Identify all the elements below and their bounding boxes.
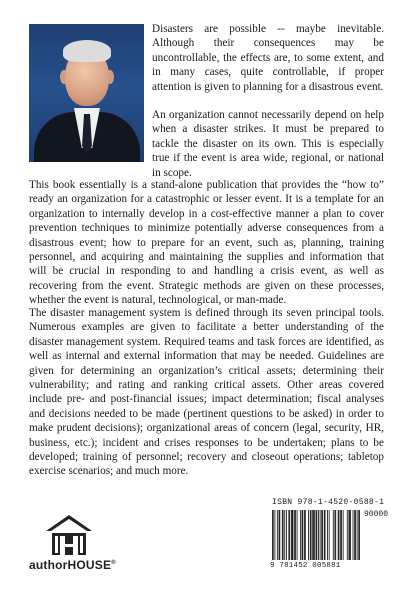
barcode-bar bbox=[324, 510, 325, 560]
barcode-bar bbox=[321, 510, 322, 560]
barcode-bar bbox=[313, 510, 314, 560]
barcode-bar bbox=[322, 510, 323, 560]
barcode-bar bbox=[320, 510, 321, 560]
ean-barcode bbox=[272, 510, 360, 562]
barcode-bar bbox=[308, 510, 309, 560]
barcode-bar bbox=[347, 510, 348, 560]
barcode-bar bbox=[272, 510, 273, 560]
barcode-bar bbox=[325, 510, 326, 560]
barcode-bar bbox=[302, 510, 303, 560]
barcode-bar bbox=[335, 510, 336, 560]
author-hair bbox=[63, 40, 111, 62]
barcode-bar bbox=[300, 510, 301, 560]
barcode-bar bbox=[343, 510, 344, 560]
barcode-bar bbox=[279, 510, 280, 560]
barcode-bar bbox=[357, 510, 358, 560]
barcode-bar bbox=[359, 510, 360, 560]
barcode-bar bbox=[358, 510, 359, 560]
barcode-bar bbox=[292, 510, 293, 560]
barcode-bar bbox=[333, 510, 334, 560]
barcode-bar bbox=[295, 510, 296, 560]
barcode-bar bbox=[283, 510, 284, 560]
registered-mark: ® bbox=[111, 560, 116, 566]
barcode-bar bbox=[273, 510, 274, 560]
barcode-bar bbox=[354, 510, 355, 560]
barcode-bar bbox=[348, 510, 349, 560]
intro-paragraph: Disasters are possible -- maybe inevitable. Although their consequences may be uncontrollable, the effects are, to some extent, and in many cases, quite controllable, if proper attention is given to planning for a disastrous event. bbox=[152, 23, 384, 93]
ean-digits: 9 781452 005881 bbox=[270, 562, 341, 570]
barcode-bar bbox=[310, 510, 311, 560]
barcode-bar bbox=[293, 510, 294, 560]
barcode-bar bbox=[291, 510, 292, 560]
barcode-bar bbox=[311, 510, 312, 560]
barcode-bar bbox=[284, 510, 285, 560]
barcode-bar bbox=[318, 510, 319, 560]
barcode-bar bbox=[312, 510, 313, 560]
barcode-bar bbox=[314, 510, 315, 560]
publisher-name: authorHOUSE bbox=[29, 558, 112, 572]
barcode-bar bbox=[305, 510, 306, 560]
isbn-label: ISBN 978-1-4520-0588-1 bbox=[272, 498, 385, 507]
barcode-bar bbox=[297, 510, 298, 560]
price-code: 90000 bbox=[364, 510, 389, 519]
barcode-bar bbox=[274, 510, 275, 560]
author-photo bbox=[29, 24, 144, 162]
barcode-bar bbox=[335, 510, 336, 560]
barcode-bar bbox=[316, 510, 317, 560]
barcode-bar bbox=[286, 510, 287, 560]
barcode-bar bbox=[277, 510, 278, 560]
barcode-bar bbox=[294, 510, 295, 560]
barcode-bar bbox=[289, 510, 290, 560]
description-paragraph: This book essentially is a stand-alone publication that provides the “how to” ready an organization for a catastrophic or lesser event. It is a template for an organization to internally develop in a cost-effective manner a plan to cover prevention techniques to minimize potentially adverse consequences from a disastrous event; how to prepare for an event, such as, planning, training personnel, and acquiring and maintaining the supplies and information that will be crucial in responding to and handling a crisis event, as well as recovering from the event. Strategic methods are given on these processes, whether the event is natural, technological, or man-made. bbox=[29, 179, 384, 307]
barcode-bar bbox=[282, 510, 283, 560]
barcode-bar bbox=[338, 510, 339, 560]
barcode-bar bbox=[329, 510, 330, 560]
barcode-bar bbox=[279, 510, 280, 560]
barcode-block bbox=[270, 498, 389, 578]
barcode-bar bbox=[340, 510, 341, 560]
barcode-bar bbox=[304, 510, 305, 560]
barcode-bar bbox=[353, 510, 354, 560]
barcode-bar bbox=[288, 510, 289, 560]
barcode-bar bbox=[339, 510, 340, 560]
barcode-bar bbox=[341, 510, 342, 560]
barcode-bar bbox=[316, 510, 317, 560]
barcode-bar bbox=[327, 510, 328, 560]
publisher-logo bbox=[29, 514, 119, 574]
barcode-bar bbox=[349, 510, 350, 560]
system-paragraph: The disaster management system is defined through its seven principal tools. Numerous examples are given to facilitate a better understanding of the disaster management system. Required teams and task forces are identified, as well as internal and external information that may be needed. Guidelines are given for determining an organization’s critical assets; determining their vulnerability; and rating and ranking critical assets. Other areas covered include pre- and post-financial issues; impact determination; fiscal analyses and decisions needed to be made (pertinent questions to be asked) in order to make prudent decisions); organizational areas of concern (legal, security, HR, business, etc.); incident and crises responses to be undertaken; plans to be developed; training of personnel; recovery and closeout operations; tabletop exercise scenarios; and much more. bbox=[29, 307, 384, 478]
barcode-bar bbox=[350, 510, 351, 560]
barcode-bar bbox=[355, 510, 356, 560]
barcode-bar bbox=[302, 510, 303, 560]
second-paragraph: An organization cannot necessarily depend on help when a disaster strikes. It must be prepared to tackle the disaster on its own. This is especially true if the event is area wide, regional, or national in scope. bbox=[152, 109, 384, 179]
publisher-wordmark bbox=[29, 558, 139, 572]
house-hand-icon bbox=[45, 514, 93, 556]
